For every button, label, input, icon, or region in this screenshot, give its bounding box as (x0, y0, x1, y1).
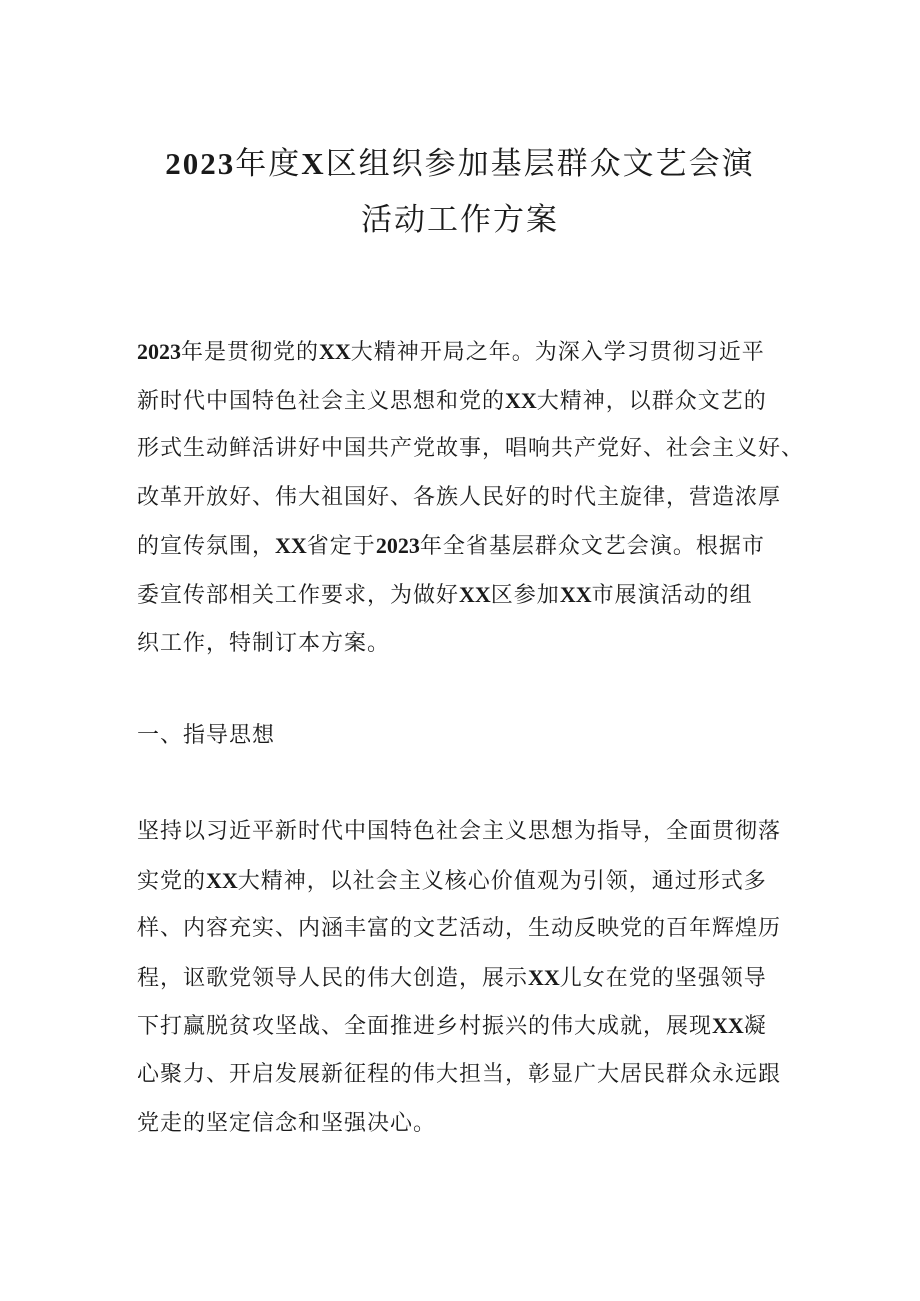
section-heading-text: 一、指导思想 (137, 723, 276, 748)
section-line: 下打赢脱贫攻坚战、全面推进乡村振兴的伟大成就，展现XX凝 (137, 1013, 767, 1040)
section-line: 程，讴歌党领导人民的伟大创造，展示XX儿女在党的坚强领导 (137, 964, 767, 991)
section-line: 样、内容充实、内涵丰富的文艺活动，生动反映党的百年辉煌历 (137, 916, 782, 942)
section-line: 实党的XX大精神，以社会主义核心价值观为引领，通过形式多 (137, 867, 767, 894)
title-text-b: 区组织参加基层群众文艺会演 (325, 146, 755, 182)
document-title-line-1 (0, 148, 920, 180)
title-year: 2023 (165, 146, 236, 181)
section-paragraph (137, 808, 797, 1148)
intro-line: 新时代中国特色社会主义思想和党的XX大精神，以群众文艺的 (137, 387, 767, 414)
intro-line: 2023年是贯彻党的XX大精神开局之年。为深入学习贯彻习近平 (137, 339, 765, 365)
section-line: 心聚力、开启发展新征程的伟大担当，彰显广大居民群众永远跟 (137, 1061, 782, 1087)
intro-line: 改革开放好、伟大祖国好、各族人民好的时代主旋律，营造浓厚 (137, 484, 782, 510)
intro-line: 的宣传氛围，XX省定于2023年全省基层群众文艺会演。根据市 (137, 533, 765, 560)
intro-paragraph (137, 328, 805, 668)
intro-line: 委宣传部相关工作要求，为做好XX区参加XX市展演活动的组 (137, 581, 753, 608)
title-x: X (301, 146, 326, 181)
section-line: 党走的坚定信念和坚强决心。 (137, 1110, 437, 1136)
section-heading (137, 712, 797, 761)
document-title-line-2: 活动工作方案 (361, 202, 559, 238)
section-line: 坚持以习近平新时代中国特色社会主义思想为指导，全面贯彻落 (137, 819, 782, 844)
title-text-a: 年度 (235, 146, 302, 182)
intro-line: 织工作，特制订本方案。 (137, 630, 391, 656)
intro-line: 形式生动鲜活讲好中国共产党故事，唱响共产党好、社会主义好、 (137, 436, 805, 462)
